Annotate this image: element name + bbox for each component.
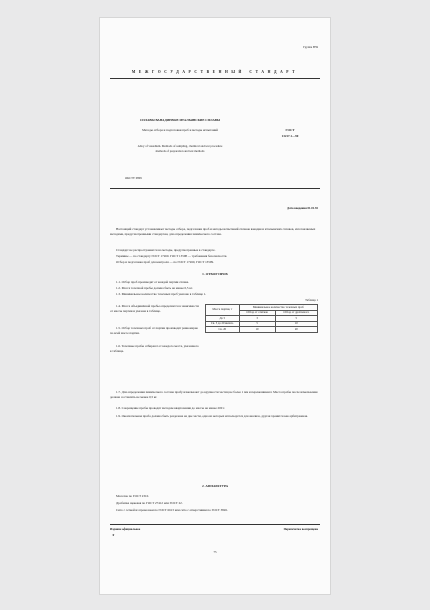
table-cell-a: 10 (239, 327, 275, 333)
clause-1-5: 1.5. Отбор точечных проб от партии производят равномерно по всей массе партии. (110, 326, 199, 335)
table-row (206, 327, 318, 333)
table-cell-mass: Св. 20 (206, 327, 240, 333)
table-cell-b: 5 (275, 316, 317, 322)
apparatus-item-2: Дробилка щековая по ГОСТ 27412 или ГОСТ 22. (116, 501, 183, 505)
table-header-mass: Масса партии, т (206, 305, 240, 316)
table-cell-a: 5 (239, 321, 275, 327)
title-line-1: СПЛАВЫ ВАНАДИЕВЫЕ ИТАЛЬЯНСКИЕ СПЛАВЫ (139, 118, 221, 122)
title-line-3: Alloy of vanadium. Methods of sampling, chemical and test procedure (137, 144, 223, 148)
sampling-table (205, 304, 318, 333)
section-1-heading: 1. ОТБОР ПРОБ (202, 272, 228, 276)
clause-1-3: 1.3. Минимальное количество точечных проб указано в таблице 1. (116, 292, 207, 296)
standard-banner: МЕЖГОСУДАРСТВЕННЫЙ СТАНДАРТ (131, 70, 299, 74)
intro-paragraph-4: Отбор и подготовка проб для контроля — по ГОСТ 17260, ГОСТ 13599. (116, 260, 214, 264)
apparatus-item-1: Молоток по ГОСТ 2310. (116, 494, 149, 498)
table-cell-b: 20 (275, 327, 317, 333)
gost-label: ГОСТ (285, 128, 295, 132)
clause-1-9: 1.9. Окончательная проба должна быть разделена на две части, одна из которых используется для анализа, другая хранится как арбитражная. (116, 414, 308, 418)
intro-paragraph-1: Настоящий стандарт устанавливает методы отбора, подготовки проб и методы испытаний сплавов ванадия и итальянских сплавов, изготовляемых методами, предусмотренными стандартом, для определения химического состава. (110, 227, 316, 236)
apparatus-item-3: Сито с сеткой из проволоки по ГОСТ 6613 или сито с отверстиями по ГОСТ 3826. (116, 508, 228, 512)
title-divider (110, 188, 320, 189)
clause-1-2: 1.2. Масса точечной пробы должна быть не менее 0,5 кг. (116, 286, 193, 290)
document-page (100, 18, 330, 594)
effective-date: Дата введения 01.01.92 (287, 206, 318, 210)
okstu-code: ОКСТУ 0809 (125, 176, 142, 180)
table-cell-b: 10 (275, 321, 317, 327)
clause-1-8: 1.8. Сокращение пробы проводят методом квартования до массы не менее 200 г. (116, 406, 225, 410)
table-header-count: Минимальное количество точечных проб (239, 305, 317, 311)
section-2-heading: 2. АППАРАТУРА (201, 484, 229, 488)
banner-divider (110, 78, 320, 79)
table-cell-mass: Св. 5 до 20 включ. (206, 321, 240, 327)
clause-1-4: 1.4. Масса объединённой пробы определяется в зависимости от массы партии и указана в таблице. (110, 304, 199, 313)
table-cell-a: 3 (239, 316, 275, 322)
clause-1-7: 1.7. Для определения химического состава пробу измельчают до крупности частиц не более 1 мм и перемешивают. Масса пробы после измельчения должна составлять не менее 0,5 кг. (110, 390, 318, 399)
intro-paragraph-3: Термины — по стандарту ГОСТ 17260. ГОСТ 13598 — требования безопасности. (116, 254, 228, 258)
gost-number: 13217.1—90 (281, 134, 299, 138)
table-subheader-1: Отбор от слитков (239, 310, 275, 316)
edition-label: Группа В59 (303, 45, 318, 49)
table-subheader-2: Отбор от дробленого (275, 310, 317, 316)
clause-1-6: 1.6. Точечные пробы отбирают от каждого места, указанного в таблице. (110, 344, 199, 353)
table-caption: Таблица 1 (305, 298, 318, 302)
title-line-4: methods of preparation and test methods (155, 149, 205, 153)
title-line-2: Методы отбора и подготовки проб и методы испытаний (142, 128, 218, 132)
table-cell-mass: До 5 (206, 316, 240, 322)
clause-1-1: 1.1. Отбор проб производят от каждой партии сплава. (116, 280, 189, 284)
footer-official-edition: Издание официальное (110, 527, 141, 531)
intro-paragraph-2: Стандарт не распространяется на методы, предусмотренные в стандарте. (116, 248, 216, 252)
page-number: 75 (213, 550, 217, 554)
footer-divider (110, 524, 320, 525)
footer-star-icon: ★ (112, 533, 115, 537)
footer-reprint-prohibited: Перепечатка воспрещена (283, 527, 318, 531)
